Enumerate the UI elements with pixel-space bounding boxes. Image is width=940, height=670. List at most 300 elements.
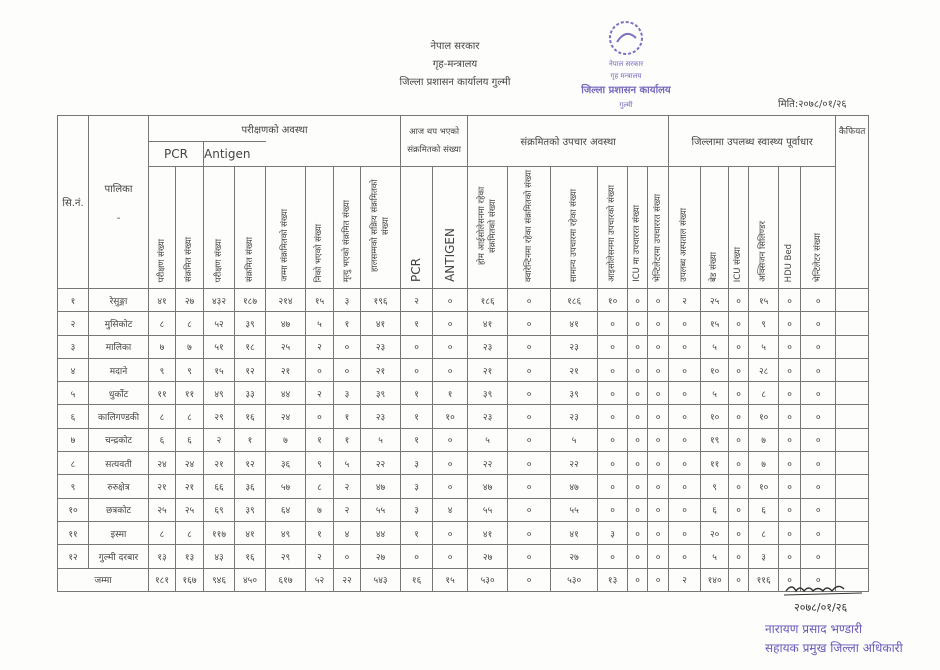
row-cell: ४१ [149, 289, 176, 312]
row-cell: २५ [149, 498, 176, 521]
row-cell: ५ [334, 452, 361, 475]
row-sn: ७ [58, 428, 89, 451]
blank-subheader [266, 142, 401, 167]
row-cell: ० [433, 452, 468, 475]
column-header-label: निको भएको संख्या [314, 223, 324, 282]
column-header [266, 167, 306, 289]
row-cell: १६ [235, 405, 266, 428]
row-cell: ५५ [551, 498, 598, 521]
row-palika: गुल्मी दरबार [89, 545, 149, 568]
row-cell: ० [729, 452, 749, 475]
row-cell: ० [729, 475, 749, 498]
govt-name: नेपाल सरकार [430, 41, 480, 52]
row-cell: ० [508, 428, 551, 451]
office-name: जिल्ला प्रशासन कार्यालय गुल्मी [399, 77, 511, 88]
column-header [749, 167, 779, 289]
row-cell: ० [801, 382, 836, 405]
office-stamp [556, 18, 706, 112]
row-cell: ३ [749, 545, 779, 568]
row-cell: ० [669, 452, 701, 475]
row-cell: ३ [401, 498, 433, 521]
row-cell: ११७ [204, 521, 235, 544]
row-cell: ० [801, 545, 836, 568]
row-cell: ० [669, 428, 701, 451]
column-header [729, 167, 749, 289]
row-cell: २२ [551, 452, 598, 475]
row-cell: ० [508, 521, 551, 544]
table-row [58, 498, 869, 521]
row-cell: २१ [468, 358, 508, 381]
table-row [58, 289, 869, 312]
row-cell: ५१ [204, 335, 235, 358]
row-cell: २ [204, 428, 235, 451]
total-cell: १८१ [149, 568, 176, 591]
row-cell: ४७ [551, 475, 598, 498]
row-cell: १० [749, 475, 779, 498]
row-cell: ११ [176, 382, 204, 405]
row-cell: २७ [176, 289, 204, 312]
row-cell: ० [334, 358, 361, 381]
row-cell: २२ [361, 452, 401, 475]
row-cell: १ [306, 428, 334, 451]
row-cell: ० [648, 405, 669, 428]
row-cell: १ [235, 428, 266, 451]
row-cell: ० [433, 335, 468, 358]
total-cell: ११६ [749, 568, 779, 591]
row-sn: ३ [58, 335, 89, 358]
column-header-label: आइसोलेसनमा उपचारको संख्या [607, 185, 618, 282]
row-cell: १ [433, 382, 468, 405]
row-cell: ७ [176, 335, 204, 358]
row-cell: ० [306, 405, 334, 428]
column-header-label: ICU संख्या [733, 246, 744, 282]
column-header-label: मृत्यु भएको संक्रमित संख्या [341, 199, 352, 282]
row-remarks [836, 521, 869, 544]
row-cell: ५ [701, 335, 729, 358]
row-cell: ० [779, 498, 801, 521]
row-cell: ० [729, 405, 749, 428]
report-date: मिति:२०७८/०१/२६ [778, 99, 847, 110]
row-palika: कालिगण्डकी [89, 405, 149, 428]
row-cell: ३९ [235, 498, 266, 521]
row-remarks [836, 405, 869, 428]
total-label: जम्मा [58, 568, 149, 591]
row-cell: २ [669, 289, 701, 312]
row-cell: ० [648, 452, 669, 475]
row-cell: ३९ [551, 382, 598, 405]
row-cell: २३ [361, 335, 401, 358]
row-cell: १५ [204, 358, 235, 381]
total-cell: १५ [433, 568, 468, 591]
row-cell: ० [508, 289, 551, 312]
ministry-name: गृह-मन्त्रालय [432, 59, 478, 70]
stamp-text-bottom: गुल्मी [619, 101, 633, 109]
column-header [176, 167, 204, 289]
row-remarks [836, 312, 869, 335]
row-cell: १९ [701, 428, 729, 451]
row-cell: २४ [149, 452, 176, 475]
row-cell: ३ [401, 475, 433, 498]
row-cell: ० [598, 405, 628, 428]
signatory-block [765, 620, 903, 658]
row-cell: ० [334, 335, 361, 358]
palika-sub: - [116, 212, 121, 224]
row-cell: ४४ [361, 521, 401, 544]
row-cell: ० [779, 475, 801, 498]
total-cell: १४० [701, 568, 729, 591]
total-cell: ५४३ [361, 568, 401, 591]
total-cell: ५३० [551, 568, 598, 591]
infra-group-header: जिल्लामा उपलब्ध स्वास्थ्य पूर्वाधार [669, 116, 836, 167]
row-cell: २८ [749, 358, 779, 381]
column-header-label: उपलब्ध अस्पताल संख्या [679, 208, 690, 282]
row-cell: ० [598, 335, 628, 358]
row-palika: मुसिकोट [89, 312, 149, 335]
row-cell: ० [729, 358, 749, 381]
total-cell: १३ [598, 568, 628, 591]
row-cell: ० [598, 382, 628, 405]
table-row [58, 475, 869, 498]
row-cell: ६ [749, 498, 779, 521]
row-cell: ० [628, 312, 648, 335]
column-header-label: परीक्षण संख्या [213, 238, 224, 282]
row-cell: १६ [235, 545, 266, 568]
row-cell: ३६ [235, 475, 266, 498]
row-cell: ० [729, 545, 749, 568]
palika-header [89, 116, 149, 289]
office-header [360, 38, 550, 92]
column-header-label: संक्रमित संख्या [244, 237, 255, 282]
column-header [334, 167, 361, 289]
row-cell: ७ [306, 498, 334, 521]
row-cell: ० [508, 382, 551, 405]
row-cell: ० [669, 358, 701, 381]
row-cell: १५ [306, 289, 334, 312]
row-sn: ४ [58, 358, 89, 381]
row-cell: ० [598, 545, 628, 568]
row-cell: ० [648, 358, 669, 381]
column-header [204, 167, 235, 289]
row-cell: ५७ [266, 475, 306, 498]
row-sn: ९ [58, 475, 89, 498]
row-cell: ५५ [468, 498, 508, 521]
total-cell: १६ [401, 568, 433, 591]
row-cell: १५ [749, 289, 779, 312]
row-cell: ० [729, 521, 749, 544]
row-cell: ० [628, 521, 648, 544]
column-header-label: ANTIGEN [442, 228, 457, 282]
row-cell: २३ [468, 405, 508, 428]
column-header [149, 167, 176, 289]
column-header [701, 167, 729, 289]
row-cell: १ [334, 428, 361, 451]
row-cell: १५ [701, 312, 729, 335]
row-palika: रेसुङ्गा [89, 289, 149, 312]
row-cell: २३ [468, 335, 508, 358]
today-group-header: आज थप भएको संक्रमितको संख्या [401, 116, 468, 167]
row-cell: १ [306, 521, 334, 544]
row-cell: ३ [598, 521, 628, 544]
row-cell: ० [598, 358, 628, 381]
column-header-label: भेन्टिलेटर संख्या [812, 232, 823, 282]
row-cell: ५२ [204, 312, 235, 335]
row-cell: ४१ [551, 312, 598, 335]
column-header-label: भेन्टिलेटरमा उपचाररत संख्या [652, 193, 663, 282]
row-sn: १२ [58, 545, 89, 568]
row-cell: ० [648, 335, 669, 358]
total-cell: ० [779, 568, 801, 591]
row-cell: ७ [749, 428, 779, 451]
row-sn: २ [58, 312, 89, 335]
row-cell: ६ [701, 498, 729, 521]
row-cell: १८ [235, 335, 266, 358]
row-cell: १९६ [361, 289, 401, 312]
column-header-label: जम्मा संक्रमितको संख्या [280, 209, 290, 282]
row-cell: ४७ [468, 475, 508, 498]
row-cell: ५ [749, 335, 779, 358]
row-cell: २४ [176, 452, 204, 475]
column-header [361, 167, 401, 289]
row-cell: १३ [176, 545, 204, 568]
row-cell: २१ [361, 358, 401, 381]
row-cell: २ [306, 382, 334, 405]
column-header [779, 167, 801, 289]
row-cell: ६ [149, 428, 176, 451]
row-cell: ० [779, 405, 801, 428]
total-cell: ० [801, 568, 836, 591]
signature-date: २०७८/०१/२६ [794, 601, 848, 614]
row-cell: ० [628, 289, 648, 312]
row-cell: १२ [235, 452, 266, 475]
column-header [468, 167, 508, 289]
row-cell: ० [801, 452, 836, 475]
row-sn: ५ [58, 382, 89, 405]
column-header [801, 167, 836, 289]
row-sn: १० [58, 498, 89, 521]
row-cell: १ [401, 428, 433, 451]
row-cell: ९ [701, 475, 729, 498]
row-cell: ० [508, 452, 551, 475]
table-row [58, 428, 869, 451]
total-cell: ० [628, 568, 648, 591]
row-cell: ३६ [266, 452, 306, 475]
column-header [648, 167, 669, 289]
row-cell: ० [433, 428, 468, 451]
row-cell: ० [508, 358, 551, 381]
stamp-text-top: नेपाल सरकार [608, 60, 644, 68]
row-cell: ११ [149, 382, 176, 405]
row-cell: २४ [266, 405, 306, 428]
row-cell: ४ [334, 521, 361, 544]
row-cell: ९ [749, 312, 779, 335]
row-cell: २९ [204, 405, 235, 428]
total-cell: ० [508, 568, 551, 591]
row-cell: ० [648, 289, 669, 312]
row-cell: ० [669, 475, 701, 498]
column-header [433, 167, 468, 289]
row-cell: ० [433, 475, 468, 498]
row-cell: ८ [306, 475, 334, 498]
row-cell: ० [433, 289, 468, 312]
row-cell: १ [334, 312, 361, 335]
row-cell: १० [433, 405, 468, 428]
row-cell: ० [669, 545, 701, 568]
column-header [235, 167, 266, 289]
row-cell: ४४ [266, 382, 306, 405]
total-cell: २२ [334, 568, 361, 591]
column-header-label: बेड संख्या [709, 252, 720, 282]
row-sn: १ [58, 289, 89, 312]
row-cell: ० [729, 382, 749, 405]
row-cell: ० [433, 312, 468, 335]
row-cell: ९ [306, 452, 334, 475]
column-header [628, 167, 648, 289]
row-cell: ० [801, 405, 836, 428]
row-cell: ९ [176, 358, 204, 381]
row-sn: ८ [58, 452, 89, 475]
row-sn: ११ [58, 521, 89, 544]
row-sn: ६ [58, 405, 89, 428]
signatory-title: सहायक प्रमुख जिल्ला अधिकारी [765, 641, 903, 655]
row-remarks [836, 382, 869, 405]
row-cell: ० [648, 382, 669, 405]
row-cell: ० [334, 545, 361, 568]
treatment-group-header: संक्रमितको उपचार अवस्था [468, 116, 669, 167]
row-cell: ४१ [235, 521, 266, 544]
row-cell: ११ [701, 452, 729, 475]
table-row [58, 335, 869, 358]
row-cell: ० [401, 335, 433, 358]
row-cell: ४७ [266, 312, 306, 335]
table-row [58, 382, 869, 405]
row-cell: २९ [266, 545, 306, 568]
row-cell: ० [779, 382, 801, 405]
row-cell: ० [669, 405, 701, 428]
row-cell: ० [779, 335, 801, 358]
row-cell: ४१ [551, 521, 598, 544]
row-cell: ० [306, 358, 334, 381]
row-cell: १ [401, 382, 433, 405]
total-cell: ६१७ [266, 568, 306, 591]
row-cell: १० [701, 358, 729, 381]
row-cell: २ [306, 545, 334, 568]
table-row [58, 545, 869, 568]
row-cell: ४९ [266, 521, 306, 544]
row-cell: ० [801, 289, 836, 312]
row-cell: ० [433, 521, 468, 544]
row-cell: ० [669, 312, 701, 335]
column-header-label: परीक्षण संख्या [156, 238, 167, 282]
row-cell: ८ [176, 405, 204, 428]
row-cell: ० [508, 545, 551, 568]
row-cell: २७ [551, 545, 598, 568]
row-remarks [836, 335, 869, 358]
row-cell: ३ [334, 289, 361, 312]
total-cell: ५३० [468, 568, 508, 591]
row-cell: ० [669, 498, 701, 521]
row-cell: ८ [176, 312, 204, 335]
row-palika: चन्द्रकोट [89, 428, 149, 451]
row-cell: ० [628, 475, 648, 498]
row-cell: ८ [749, 521, 779, 544]
row-cell: ० [628, 428, 648, 451]
row-cell: २२ [468, 452, 508, 475]
row-cell: ४१ [468, 521, 508, 544]
row-cell: ० [648, 545, 669, 568]
row-cell: ० [779, 521, 801, 544]
row-cell: ० [729, 498, 749, 521]
row-cell: ० [598, 428, 628, 451]
table-row [58, 358, 869, 381]
row-cell: ४१ [468, 312, 508, 335]
row-cell: ० [648, 498, 669, 521]
row-cell: ६६ [204, 475, 235, 498]
total-row [58, 568, 869, 591]
pcr-header: PCR [149, 142, 204, 167]
row-cell: १ [401, 312, 433, 335]
row-cell: २१ [551, 358, 598, 381]
row-cell: ३९ [361, 382, 401, 405]
total-cell: १६७ [176, 568, 204, 591]
row-palika: इस्मा [89, 521, 149, 544]
row-cell: ० [648, 475, 669, 498]
row-cell: ६९ [204, 498, 235, 521]
row-cell: ५५ [361, 498, 401, 521]
row-cell: ० [729, 312, 749, 335]
sn-header: सि.नं. [58, 116, 89, 289]
row-cell: २५ [266, 335, 306, 358]
total-cell: ५२ [306, 568, 334, 591]
row-cell: ० [628, 335, 648, 358]
column-header-label: होम आईसोलेसनमा रहेका संक्रमितको संख्या [476, 186, 498, 266]
palika-label: पालिका [104, 183, 133, 195]
row-cell: ० [801, 521, 836, 544]
row-cell: १२ [235, 358, 266, 381]
row-cell: २ [334, 475, 361, 498]
column-header-label: क्वारेन्टिनमा रहेका संक्रमितको संख्या [523, 169, 534, 282]
row-cell: ० [628, 498, 648, 521]
row-cell: ५ [551, 428, 598, 451]
column-header [669, 167, 701, 289]
row-cell: १० [598, 289, 628, 312]
row-cell: ८ [176, 521, 204, 544]
row-cell: ० [779, 545, 801, 568]
row-cell: २५ [701, 289, 729, 312]
row-cell: ५ [701, 382, 729, 405]
row-remarks [836, 358, 869, 381]
row-cell: ० [801, 475, 836, 498]
signature [780, 581, 870, 617]
table-row [58, 452, 869, 475]
row-cell: १० [749, 405, 779, 428]
row-cell: ४७ [361, 475, 401, 498]
row-cell: ० [779, 289, 801, 312]
signatory-name: नारायण प्रसाद भण्डारी [765, 622, 863, 636]
row-cell: ४१ [361, 312, 401, 335]
row-cell: २१ [149, 475, 176, 498]
row-cell: ४३ [204, 545, 235, 568]
row-cell: ५ [468, 428, 508, 451]
row-remarks [836, 452, 869, 475]
row-cell: २३ [551, 405, 598, 428]
row-cell: ० [729, 428, 749, 451]
row-cell: ८ [749, 382, 779, 405]
row-palika: धुर्कोट [89, 382, 149, 405]
row-cell: ७ [749, 452, 779, 475]
row-cell: ० [801, 428, 836, 451]
total-cell: ० [729, 568, 749, 591]
total-cell: ४५० [235, 568, 266, 591]
